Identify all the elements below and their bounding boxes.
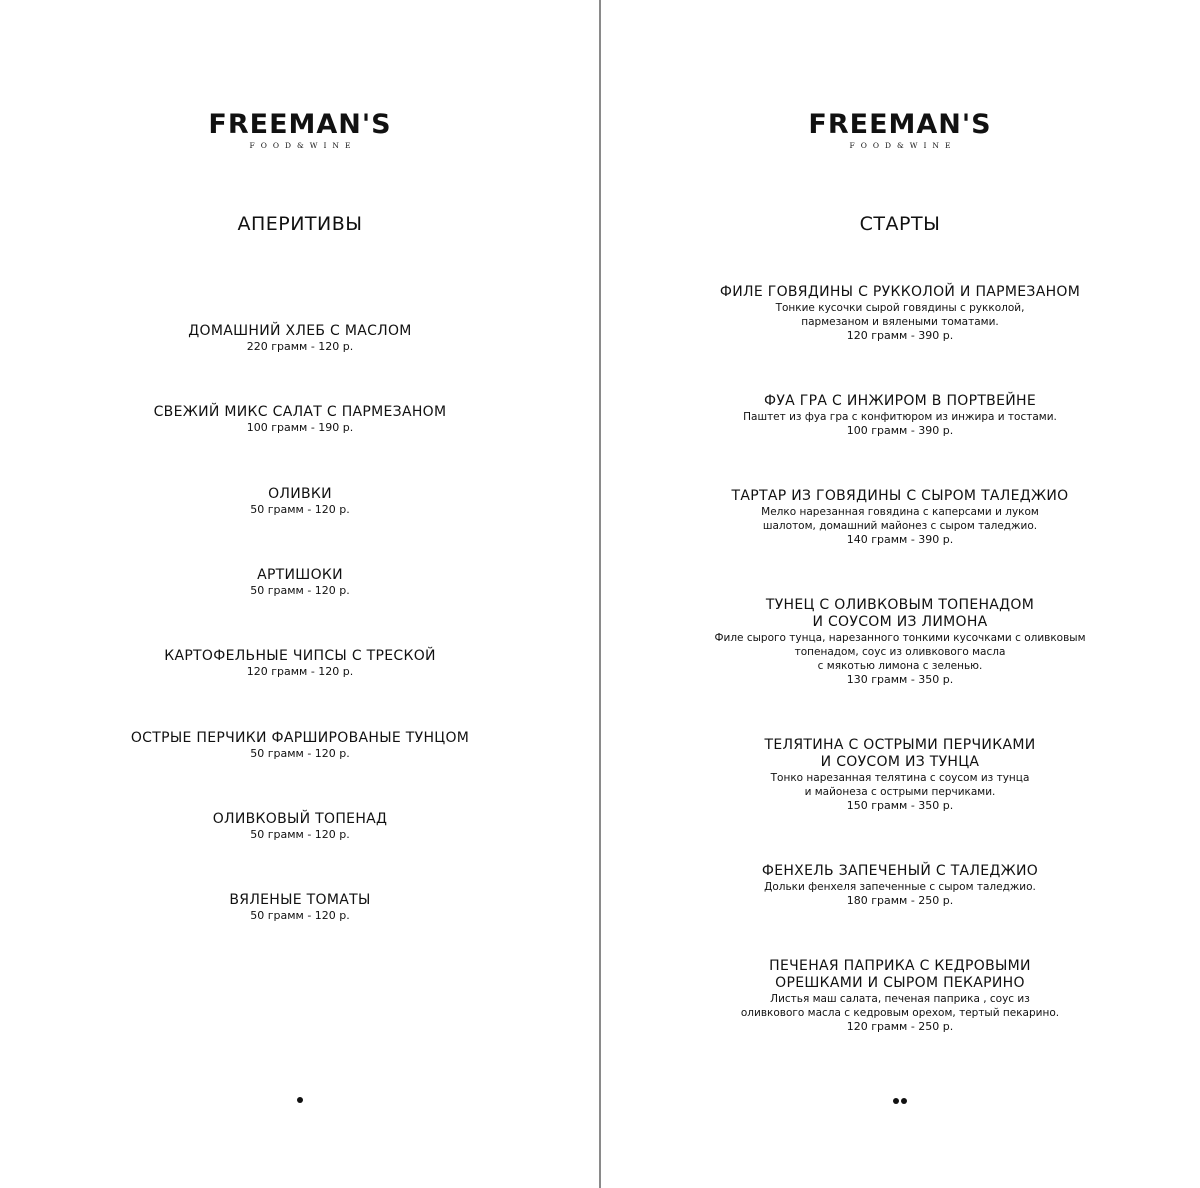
- logo-wordmark: FREEMAN'S: [208, 109, 392, 140]
- item-price: 220 грамм - 120 р.: [246, 340, 354, 353]
- menu-item: [600, 863, 1200, 908]
- menu-item: [600, 284, 1200, 343]
- page-number-marker: [600, 1098, 1200, 1104]
- page-number-marker: [0, 1097, 600, 1103]
- menu-item: [600, 488, 1200, 547]
- page-dot: [297, 1097, 303, 1103]
- item-description: Тонко нарезанная телятина с соусом из тунца: [770, 772, 1030, 784]
- menu-item: [0, 811, 600, 842]
- item-description: шалотом, домашний майонез с сыром таледжио.: [762, 520, 1038, 532]
- logo-wordmark: FREEMAN'S: [808, 109, 992, 140]
- logo-tagline: FOOD&WINE: [249, 141, 357, 150]
- item-price: 50 грамм - 120 р.: [250, 909, 350, 922]
- item-name: ТЕЛЯТИНА С ОСТРЫМИ ПЕРЧИКАМИ: [764, 737, 1036, 753]
- section-title: СТАРТЫ: [859, 213, 941, 235]
- menu-item: [0, 648, 600, 679]
- item-price: 100 грамм - 390 р.: [846, 424, 954, 437]
- item-description: Тонкие кусочки сырой говядины с рукколой,: [775, 302, 1025, 314]
- item-description: Мелко нарезанная говядина с каперсами и луком: [761, 506, 1039, 518]
- menu-page-starters: [600, 0, 1200, 1188]
- menu-item: [0, 404, 600, 435]
- item-description: Паштет из фуа гра с конфитюром из инжира и тостами.: [743, 411, 1057, 423]
- menu-item: [600, 737, 1200, 813]
- menu-item: [600, 958, 1200, 1034]
- item-name: КАРТОФЕЛЬНЫЕ ЧИПСЫ С ТРЕСКОЙ: [164, 648, 436, 664]
- menu-item: [0, 486, 600, 517]
- logo-tagline: FOOD&WINE: [849, 141, 957, 150]
- item-price: 50 грамм - 120 р.: [250, 584, 350, 597]
- item-name: ОРЕШКАМИ И СЫРОМ ПЕКАРИНО: [775, 975, 1025, 991]
- item-name: ДОМАШНИЙ ХЛЕБ С МАСЛОМ: [188, 323, 412, 339]
- item-price: 150 грамм - 350 р.: [846, 799, 954, 812]
- menu-item: [0, 892, 600, 923]
- item-price: 180 грамм - 250 р.: [846, 894, 954, 907]
- item-price: 120 грамм - 390 р.: [846, 329, 954, 342]
- item-description: Дольки фенхеля запеченные с сыром таледжио.: [764, 881, 1036, 893]
- item-price: 50 грамм - 120 р.: [250, 828, 350, 841]
- item-name: ОСТРЫЕ ПЕРЧИКИ ФАРШИРОВАНЫЕ ТУНЦОМ: [130, 730, 470, 746]
- item-name: СВЕЖИЙ МИКС САЛАТ С ПАРМЕЗАНОМ: [153, 404, 447, 420]
- item-price: 130 грамм - 350 р.: [846, 673, 954, 686]
- item-price: 140 грамм - 390 р.: [846, 533, 954, 546]
- item-name: ТАРТАР ИЗ ГОВЯДИНЫ С СЫРОМ ТАЛЕДЖИО: [731, 488, 1069, 504]
- restaurant-logo: [600, 110, 1200, 151]
- item-name: ВЯЛЕНЫЕ ТОМАТЫ: [229, 892, 371, 908]
- section-title: АПЕРИТИВЫ: [237, 213, 363, 235]
- item-price: 50 грамм - 120 р.: [250, 747, 350, 760]
- item-name: ФУА ГРА С ИНЖИРОМ В ПОРТВЕЙНЕ: [764, 393, 1036, 409]
- item-description: Листья маш салата, печеная паприка , соус из: [770, 993, 1030, 1005]
- item-name: И СОУСОМ ИЗ ТУНЦА: [820, 754, 980, 770]
- restaurant-logo: [0, 110, 600, 151]
- item-price: 120 грамм - 120 р.: [246, 665, 354, 678]
- item-description: Филе сырого тунца, нарезанного тонкими кусочками с оливковым: [714, 632, 1086, 644]
- item-name: ОЛИВКОВЫЙ ТОПЕНАД: [212, 811, 388, 827]
- item-description: с мякотью лимона с зеленью.: [817, 660, 983, 672]
- item-name: ОЛИВКИ: [268, 486, 332, 502]
- page-dot: [893, 1098, 899, 1104]
- menu-item: [600, 597, 1200, 687]
- item-name: ФИЛЕ ГОВЯДИНЫ С РУККОЛОЙ И ПАРМЕЗАНОМ: [719, 284, 1081, 300]
- menu-item: [0, 323, 600, 354]
- item-name: ТУНЕЦ С ОЛИВКОВЫМ ТОПЕНАДОМ: [765, 597, 1035, 613]
- item-description: пармезаном и вялеными томатами.: [801, 316, 999, 328]
- page-dot: [901, 1098, 907, 1104]
- item-name: ПЕЧЕНАЯ ПАПРИКА С КЕДРОВЫМИ: [769, 958, 1031, 974]
- menu-item: [600, 393, 1200, 438]
- item-description: оливкового масла с кедровым орехом, тертый пекарино.: [740, 1007, 1060, 1019]
- item-name: АРТИШОКИ: [257, 567, 343, 583]
- menu-item: [0, 730, 600, 761]
- item-name: ФЕНХЕЛЬ ЗАПЕЧЕНЫЙ С ТАЛЕДЖИО: [761, 863, 1039, 879]
- item-price: 50 грамм - 120 р.: [250, 503, 350, 516]
- menu-item: [0, 567, 600, 598]
- item-description: топенадом, соус из оливкового масла: [794, 646, 1006, 658]
- item-price: 120 грамм - 250 р.: [846, 1020, 954, 1033]
- item-price: 100 грамм - 190 р.: [246, 421, 354, 434]
- item-description: и майонеза с острыми перчиками.: [804, 786, 996, 798]
- item-name: И СОУСОМ ИЗ ЛИМОНА: [812, 614, 988, 630]
